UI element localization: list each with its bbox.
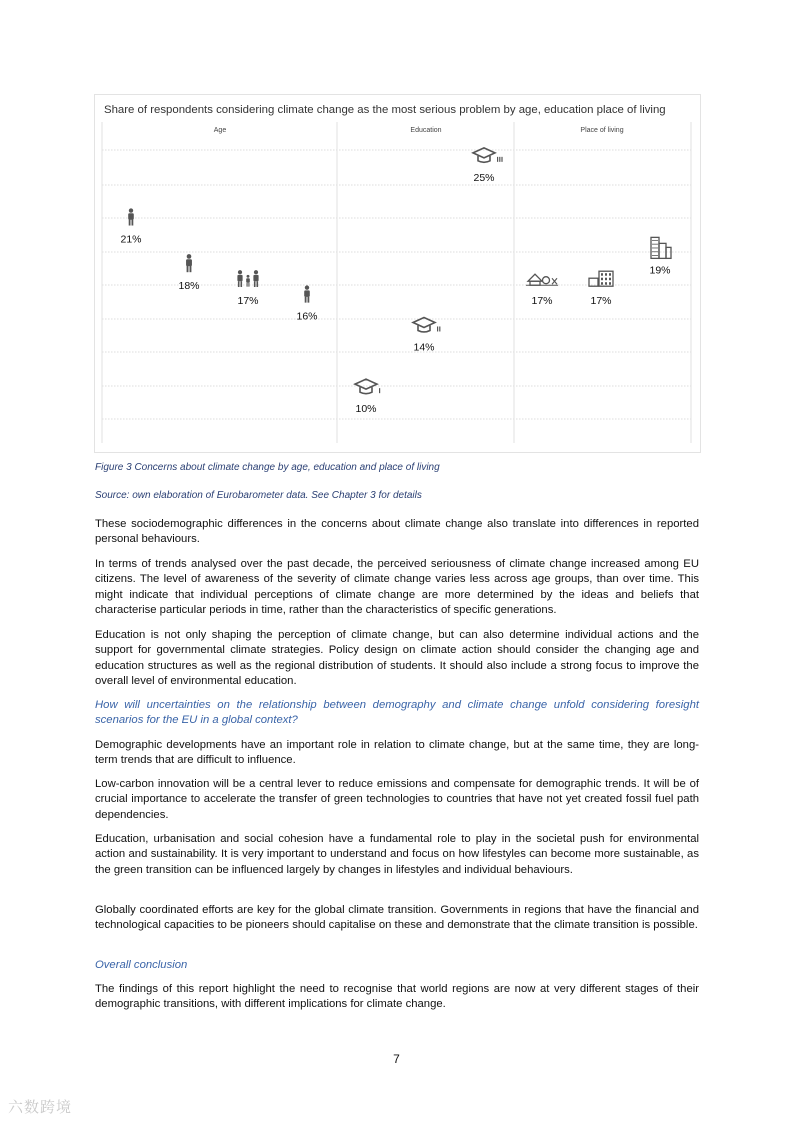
data-label: 21% [120, 233, 142, 246]
figure-source: Source: own elaboration of Eurobarometer data. See Chapter 3 for details [95, 490, 422, 501]
paragraph-8: The findings of this report highlight the need to recognise that world regions are now at very different stages of their demographic transitions, with different implications for climate change. [95, 983, 699, 1011]
conclusion-heading: Overall conclusion [95, 959, 188, 971]
paragraph-5: Low-carbon innovation will be a central lever to reduce emissions and compensate for demographic trends. It will be of crucial importance to accelerate the transfer of green technologies to countries that have not yet created fossil fuel path dependencies. [95, 778, 699, 821]
data-label: 16% [296, 310, 318, 323]
paragraph-3: Education is not only shaping the perception of climate change, but can also determine individual actions and the support for governmental climate strategies. Policy design on climate action should consider the changing age and education structures as well as the regional distribution of students. It should also include a strong focus to improve the overall level of environmental education. [95, 629, 699, 688]
paragraph-4: Demographic developments have an important role in relation to climate change, but at the same time, they are long-term trends that are difficult to influence. [95, 739, 699, 767]
data-label: 19% [649, 264, 671, 277]
data-label: 14% [413, 341, 435, 354]
data-label: 17% [531, 295, 553, 308]
data-label: 17% [590, 295, 612, 308]
rural-village-icon [526, 274, 558, 285]
question-heading: How will uncertainties on the relationship between demography and climate change unfold considering foresight scenarios for the EU in a global context? [95, 699, 699, 727]
data-label: 25% [473, 171, 495, 184]
watermark-logo: 六数跨境 [8, 1099, 73, 1116]
paragraph-7: Globally coordinated efforts are key for the global climate transition. Governments in regions that have the financial and technological capacities to be pioneers should capitalise on these and demonstrate that the climate transition is possible. [95, 904, 699, 932]
page-number: 7 [393, 1052, 400, 1066]
group-label-education: Education [410, 127, 442, 134]
elderly-person-icon [304, 285, 310, 302]
graduation-cap-low-icon [355, 379, 380, 394]
graduation-cap-medium-icon [413, 317, 440, 332]
group-label-age: Age [213, 127, 227, 134]
group-label-place-of-living: Place of living [580, 127, 624, 134]
chart-title: Share of respondents considering climate change as the most serious problem by age, education place of living [104, 104, 666, 116]
paragraph-6: Education, urbanisation and social cohesion have a fundamental role to play in the societal push for environmental action and sustainability. It is very important to understand and focus on how lifestyles can become more sustainable, as the green transition can be influenced largely by changes in lifestyles and individual behaviours. [95, 833, 699, 876]
family-icon [237, 270, 258, 287]
data-label: 10% [355, 403, 377, 416]
paragraph-1: These sociodemographic differences in the concerns about climate change also translate into differences in reported personal behaviours. [95, 518, 699, 546]
figure-caption: Figure 3 Concerns about climate change by age, education and place of living [95, 462, 440, 473]
young-person-icon [128, 208, 134, 225]
large-city-icon [651, 237, 671, 258]
data-label: 18% [178, 279, 200, 292]
paragraph-2: In terms of trends analysed over the past decade, the perceived seriousness of climate change increased among EU citizens. The level of awareness of the severity of climate change varies less across age groups, than over time. This might indicate that individual perceptions of climate change are more determined by the ideas and beliefs that characterise particular periods in time, rather than the characteristics of specific generations. [95, 558, 699, 617]
data-label: 17% [237, 295, 259, 308]
small-town-icon [589, 271, 613, 286]
adult-person-icon [186, 254, 192, 272]
chart-plot-area [0, 0, 793, 460]
